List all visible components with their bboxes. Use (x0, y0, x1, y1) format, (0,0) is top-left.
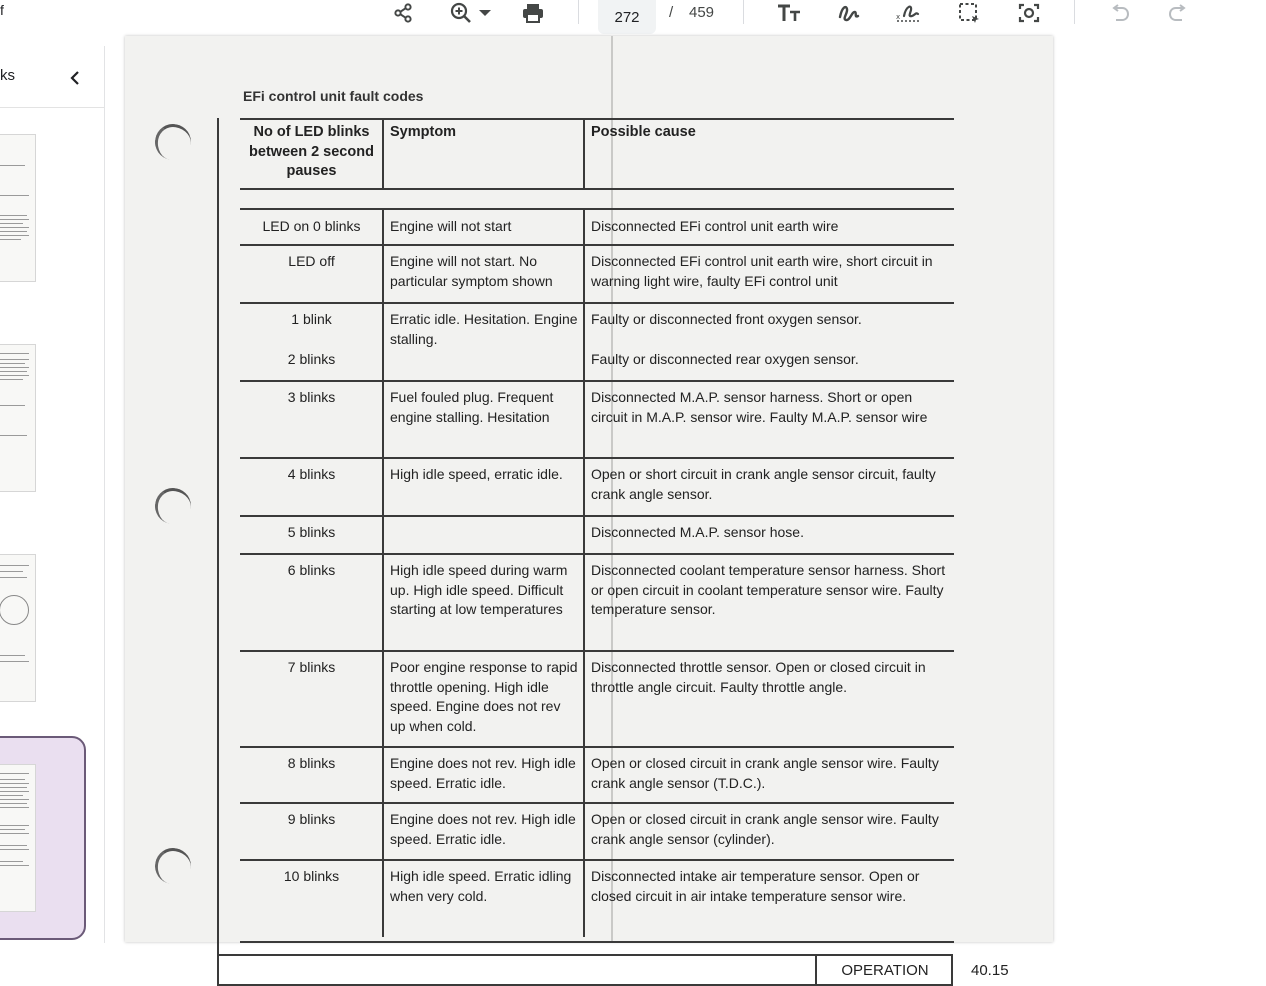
punch-hole (152, 485, 194, 527)
svg-text:x: x (896, 13, 901, 21)
share-icon (393, 3, 413, 23)
page-thumbnail[interactable] (0, 554, 36, 702)
table-row (240, 382, 954, 459)
symptom-cell (382, 517, 583, 553)
print-button[interactable] (520, 0, 546, 26)
symptom-cell: Engine will not start (382, 210, 583, 244)
screenshot-button[interactable] (1016, 0, 1042, 26)
blinks-value: 1 blink (291, 311, 332, 327)
page-number-input[interactable]: 272 (598, 0, 656, 34)
sidebar-title: ks (0, 67, 15, 84)
section-title: EFi control unit fault codes (243, 88, 424, 104)
symptom-cell: High idle speed, erratic idle. (382, 459, 583, 515)
toolbar-divider (743, 0, 744, 24)
blinks-cell: 10 blinks (283, 868, 340, 884)
footer-page-number: 40.15 (971, 962, 1009, 979)
page-thumbnail[interactable] (0, 134, 36, 282)
table-gap (240, 190, 954, 208)
table-row (240, 555, 954, 652)
blinks-cell: LED off (288, 253, 335, 269)
cause-cell: Disconnected M.A.P. sensor hose. (583, 517, 954, 553)
caret-down-icon (478, 8, 492, 18)
select-area-icon (958, 2, 980, 24)
blinks-cell (240, 304, 382, 380)
blinks-cell: 7 blinks (287, 659, 336, 675)
cause-cell: Open or short circuit in crank angle sensor circuit, faulty crank angle sensor. (583, 459, 954, 515)
blinks-cell: 6 blinks (287, 562, 336, 578)
signature-button[interactable] (896, 0, 922, 26)
blinks-cell: 9 blinks (287, 811, 336, 827)
cause-value: Faulty or disconnected rear oxygen sensor. (591, 350, 859, 367)
toolbar-divider (1074, 0, 1075, 24)
blinks-cell: LED on 0 blinks (262, 218, 361, 234)
table-row (240, 517, 954, 555)
signature-icon (896, 2, 922, 24)
redo-icon (1168, 4, 1188, 22)
collapse-sidebar-button[interactable] (63, 66, 87, 90)
draw-button[interactable] (836, 0, 862, 26)
blinks-cell: 8 blinks (287, 755, 336, 771)
table-row (240, 804, 954, 861)
draw-icon (838, 3, 860, 23)
cause-cell: Disconnected coolant temperature sensor harness. Short or open circuit in coolant temperature sensor wire. Faulty temperature sensor. (583, 555, 954, 650)
cause-cell: Disconnected intake air temperature sensor. Open or closed circuit in air intake temperature sensor wire. (583, 861, 954, 937)
symptom-cell: Poor engine response to rapid throttle opening. High idle speed. Engine does not rev up when cold. (382, 652, 583, 746)
blinks-value: 2 blinks (287, 350, 336, 367)
table-row (240, 861, 954, 937)
cause-cell: Open or closed circuit in crank angle sensor wire. Faulty crank angle sensor (cylinder). (583, 804, 954, 859)
zoom-button[interactable] (446, 0, 496, 26)
cause-cell: Open or closed circuit in crank angle sensor wire. Faulty crank angle sensor (T.D.C.). (583, 748, 954, 802)
total-pages: 459 (689, 4, 715, 21)
table-row (240, 208, 954, 246)
thumbnail-sidebar (0, 46, 105, 943)
sidebar-header (0, 46, 104, 108)
page-separator: / (669, 4, 674, 21)
blinks-cell: 4 blinks (287, 466, 336, 482)
cause-cell: Disconnected EFi control unit earth wire (583, 210, 954, 244)
table-row (240, 652, 954, 748)
footer-section-label: OPERATION (815, 954, 953, 986)
table-bottom-rule (240, 941, 954, 943)
blinks-cell: 3 blinks (287, 389, 336, 405)
undo-button[interactable] (1108, 0, 1132, 26)
document-title: f (0, 2, 4, 18)
screenshot-icon (1018, 2, 1040, 24)
symptom-cell: Erratic idle. Hesitation. Engine stalling. (382, 304, 583, 380)
table-row (240, 748, 954, 804)
table-row (240, 246, 954, 304)
page-frame-line (217, 118, 219, 986)
chevron-left-icon (69, 70, 81, 86)
cause-cell: Disconnected throttle sensor. Open or closed circuit in throttle angle circuit. Faulty throttle angle. (583, 652, 954, 746)
undo-icon (1110, 4, 1130, 22)
cause-cell: Disconnected M.A.P. sensor harness. Short or open circuit in M.A.P. sensor wire. Faulty M.A.P. sensor wire (583, 382, 954, 457)
column-header: No of LED blinks between 2 second pauses (249, 124, 374, 179)
text-button[interactable] (776, 0, 802, 26)
redo-button[interactable] (1166, 0, 1190, 26)
cause-cell (583, 304, 954, 380)
symptom-cell: Fuel fouled plug. Frequent engine stalling. Hesitation (382, 382, 583, 457)
cause-cell: Disconnected EFi control unit earth wire, short circuit in warning light wire, faulty EFi control unit (583, 246, 954, 302)
symptom-cell: High idle speed. Erratic idling when very cold. (382, 861, 583, 937)
fault-codes-table (240, 118, 954, 943)
document-viewer[interactable] (105, 46, 1266, 979)
column-header: Symptom (382, 120, 583, 188)
symptom-cell: Engine does not rev. High idle speed. Erratic idle. (382, 748, 583, 802)
symptom-cell: Engine will not start. No particular symptom shown (382, 246, 583, 302)
toolbar-divider (578, 0, 579, 24)
table-row (240, 304, 954, 382)
select-area-button[interactable] (956, 0, 982, 26)
table-row (240, 459, 954, 517)
punch-hole (152, 845, 194, 887)
column-header: Possible cause (583, 120, 954, 188)
cause-value: Faulty or disconnected front oxygen sensor. (591, 311, 862, 327)
share-button[interactable] (390, 0, 416, 26)
page-thumbnail[interactable] (0, 344, 36, 492)
scanned-page (125, 36, 1053, 979)
symptom-cell: High idle speed during warm up. High idle speed. Difficult starting at low temperatures (382, 555, 583, 650)
table-header-row (240, 118, 954, 190)
blinks-cell: 5 blinks (287, 524, 336, 540)
page-thumbnail-current[interactable] (0, 764, 36, 912)
punch-hole (152, 121, 194, 163)
print-icon (522, 3, 544, 23)
zoom-in-icon (450, 2, 472, 24)
symptom-cell: Engine does not rev. High idle speed. Erratic idle. (382, 804, 583, 859)
text-size-icon (777, 4, 801, 22)
